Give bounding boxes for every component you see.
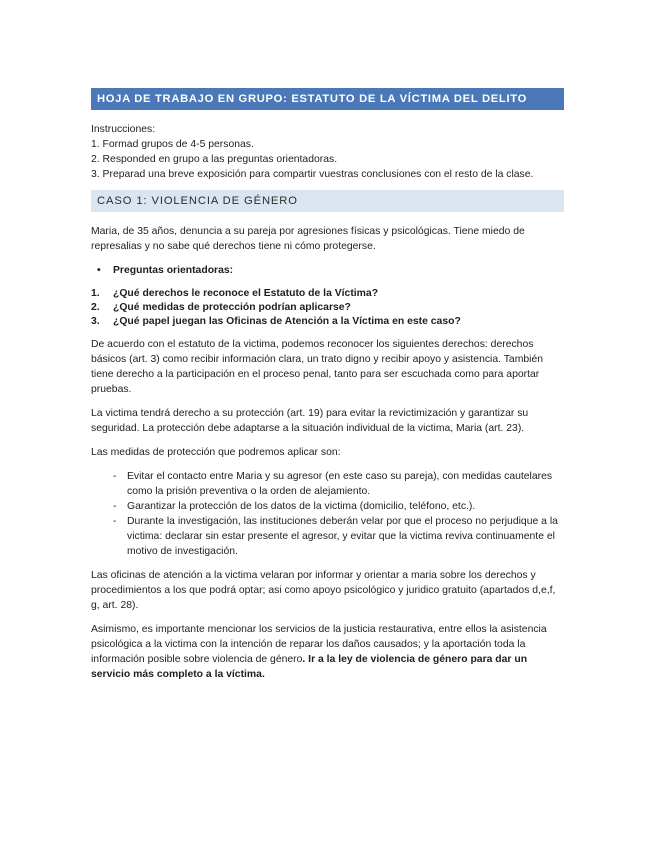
worksheet-title: HOJA DE TRABAJO EN GRUPO: ESTATUTO DE LA VÍCTIMA DEL DELITO: [91, 88, 564, 110]
dash-marker: -: [113, 501, 117, 512]
measure-item: [91, 499, 564, 514]
answer-paragraph-restorative: [91, 622, 564, 682]
answer-paragraph-offices: Las oficinas de atención a la victima velaran por informar y orientar a maria sobre los derechos y procedimientos a los que podrá optar; asi como apoyo psicológico y juridico gratuito (apartados d,e,f, g, art. 28).: [91, 570, 556, 611]
question-text: ¿Qué papel juegan las Oficinas de Atención a la Víctima en este caso?: [113, 316, 461, 327]
case-description: Maria, de 35 años, denuncia a su pareja por agresiones físicas y psicológicas. Tiene miedo de represalias y no sabe qué derechos tiene ni cómo protegerse.: [91, 226, 525, 252]
question-item: [91, 301, 564, 315]
question-item: [91, 287, 564, 301]
question-number: 2.: [91, 302, 100, 313]
question-number: 1.: [91, 288, 100, 299]
answer-paragraph-protection: La victima tendrá derecho a su protección (art. 19) para evitar la revictimización y garantizar su seguridad. La protección debe adaptarse a la situación individual de la victima, Maria (art. 23).: [91, 408, 529, 434]
dash-marker: -: [113, 471, 117, 482]
measure-text: Durante la investigación, las instituciones deberán velar por que el proceso no perjudique a la victima: declarar sin estar presente el agresor, y evitar que la victima reviva continuamente el motivo de investigación.: [127, 516, 558, 557]
instructions-block: [91, 122, 564, 182]
question-item: [91, 315, 564, 329]
questions-label-row: [91, 263, 564, 278]
answer-paragraph-measures-intro: Las medidas de protección que podremos aplicar son:: [91, 447, 341, 458]
questions-label: Preguntas orientadoras:: [113, 265, 234, 276]
restorative-text: Asimismo, es importante mencionar los servicios de la justicia restaurativa, entre ellos la asistencia psicológica a la victima con la intención de reparar los daños causados; y la aportación toda la información posible sobre violencia de género: [91, 624, 547, 665]
measure-text: Garantizar la protección de los datos de la victima (domicilio, teléfono, etc.).: [127, 501, 476, 512]
restorative-bold-note: . Ir a la ley de violencia de género para dar un servicio más completo a la víctima.: [91, 654, 528, 680]
instructions-heading: Instrucciones:: [91, 124, 156, 135]
instruction-item: 2. Responded en grupo a las preguntas orientadoras.: [91, 154, 338, 165]
measures-list: [91, 469, 564, 559]
measure-text: Evitar el contacto entre Maria y su agresor (en este caso su pareja), con medidas cautelares como la prisión preventiva o la orden de alejamiento.: [127, 471, 553, 497]
question-text: ¿Qué medidas de protección podrían aplicarse?: [113, 302, 351, 313]
measure-item: [91, 514, 564, 559]
instruction-item: 1. Formad grupos de 4-5 personas.: [91, 139, 254, 150]
dash-marker: -: [113, 516, 117, 527]
case-title: CASO 1: VIOLENCIA DE GÉNERO: [91, 190, 564, 212]
instruction-item: 3. Preparad una breve exposición para compartir vuestras conclusiones con el resto de la clase.: [91, 169, 534, 180]
bullet-icon: •: [97, 265, 101, 276]
question-text: ¿Qué derechos le reconoce el Estatuto de la Víctima?: [113, 288, 379, 299]
question-number: 3.: [91, 316, 100, 327]
answer-paragraph-rights: De acuerdo con el estatuto de la victima, podemos reconocer los siguientes derechos: derechos básicos (art. 3) como recibir información clara, un trato digno y recibir apoyo y asistencia. También tiene derecho a la participación en el proceso penal, tanto para ser escuchada como para aportar pruebas.: [91, 339, 544, 395]
measure-item: [91, 469, 564, 499]
questions-list: [91, 287, 564, 329]
